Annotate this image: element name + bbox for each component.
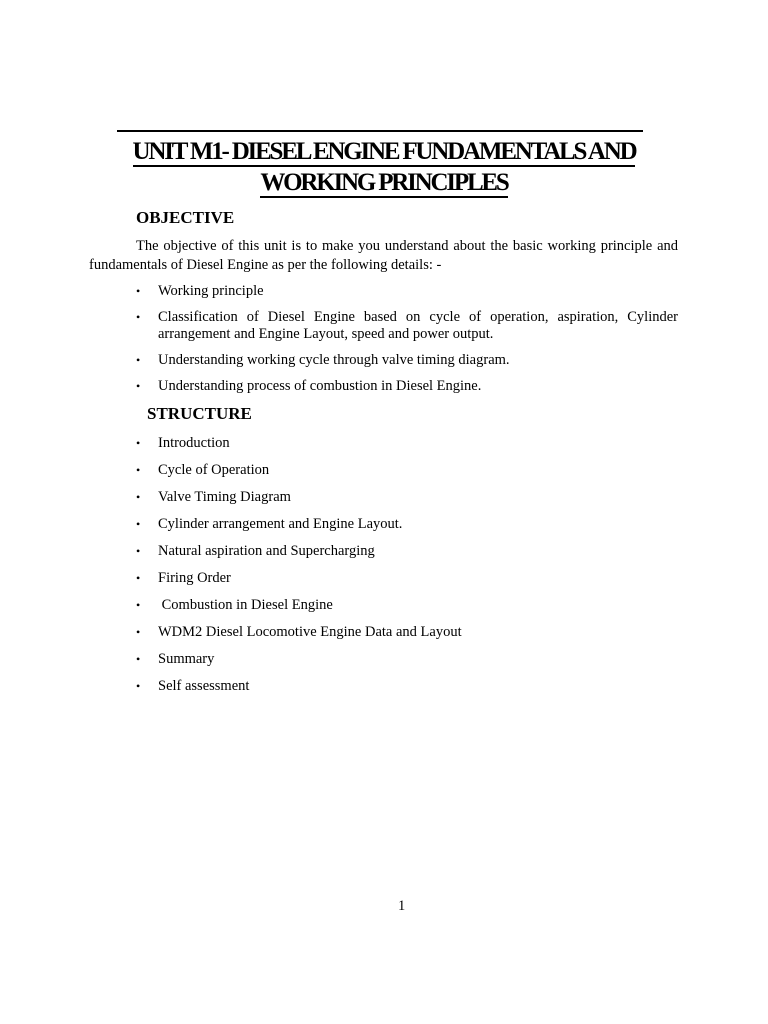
list-item-text: Understanding working cycle through valve timing diagram. (158, 352, 510, 368)
list-item-text: Combustion in Diesel Engine (158, 597, 333, 613)
list-item (136, 597, 656, 624)
bullet-icon: • (136, 353, 141, 367)
list-item-text: Classification of Diesel Engine based on cycle of operation, aspiration, Cylinder arrangement and Engine Layout, speed and power output. (158, 309, 678, 342)
bullet-icon: • (136, 544, 141, 558)
list-item (136, 543, 656, 570)
bullet-icon: • (136, 625, 141, 639)
list-item (136, 435, 656, 462)
list-item (136, 352, 678, 369)
bullet-icon: • (136, 284, 141, 298)
list-item (136, 489, 656, 516)
bullet-icon: • (136, 463, 141, 477)
title-line-2 (80, 167, 688, 198)
list-item-text: Valve Timing Diagram (158, 489, 291, 505)
page-number: 1 (398, 898, 406, 914)
bullet-icon: • (136, 598, 141, 612)
list-item-text: Self assessment (158, 678, 250, 694)
bullet-icon: • (136, 517, 141, 531)
list-item-text: Cycle of Operation (158, 462, 270, 478)
objective-intro: The objective of this unit is to make you understand about the basic working principle and fundamentals of Diesel Engine as per the following details: - (89, 238, 678, 273)
bullet-icon: • (136, 490, 141, 504)
list-item (136, 624, 656, 651)
list-item (136, 678, 656, 705)
list-item (136, 570, 656, 597)
list-item-text: Natural aspiration and Supercharging (158, 543, 375, 559)
bullet-icon: • (136, 571, 141, 585)
bullet-icon: • (136, 379, 141, 393)
list-item-text: Cylinder arrangement and Engine Layout. (158, 516, 403, 532)
objective-heading: OBJECTIVE (136, 208, 235, 227)
list-item-text: Understanding process of combustion in Diesel Engine. (158, 378, 482, 394)
list-item (136, 283, 678, 300)
list-item-text: Firing Order (158, 570, 231, 586)
structure-heading: STRUCTURE (147, 404, 252, 423)
bullet-icon: • (136, 436, 141, 450)
structure-list (136, 435, 656, 705)
document-title (80, 136, 688, 198)
bullet-icon: • (136, 679, 141, 693)
title-line-1 (80, 136, 688, 167)
list-item-text: Summary (158, 651, 215, 667)
bullet-icon: • (136, 652, 141, 666)
title-top-rule (117, 130, 643, 132)
bullet-icon: • (136, 310, 141, 324)
list-item (136, 378, 678, 395)
title-line-1-text: UNIT M1- DIESEL ENGINE FUNDAMENTALS AND (132, 138, 636, 165)
list-item (136, 651, 656, 678)
list-item-text: Working principle (158, 283, 264, 299)
list-item (136, 309, 678, 343)
list-item (136, 516, 656, 543)
list-item-text: WDM2 Diesel Locomotive Engine Data and Layout (158, 624, 462, 640)
list-item-text: Introduction (158, 435, 230, 451)
objective-list (136, 283, 678, 404)
list-item (136, 462, 656, 489)
title-line-2-text: WORKING PRINCIPLES (260, 169, 508, 196)
